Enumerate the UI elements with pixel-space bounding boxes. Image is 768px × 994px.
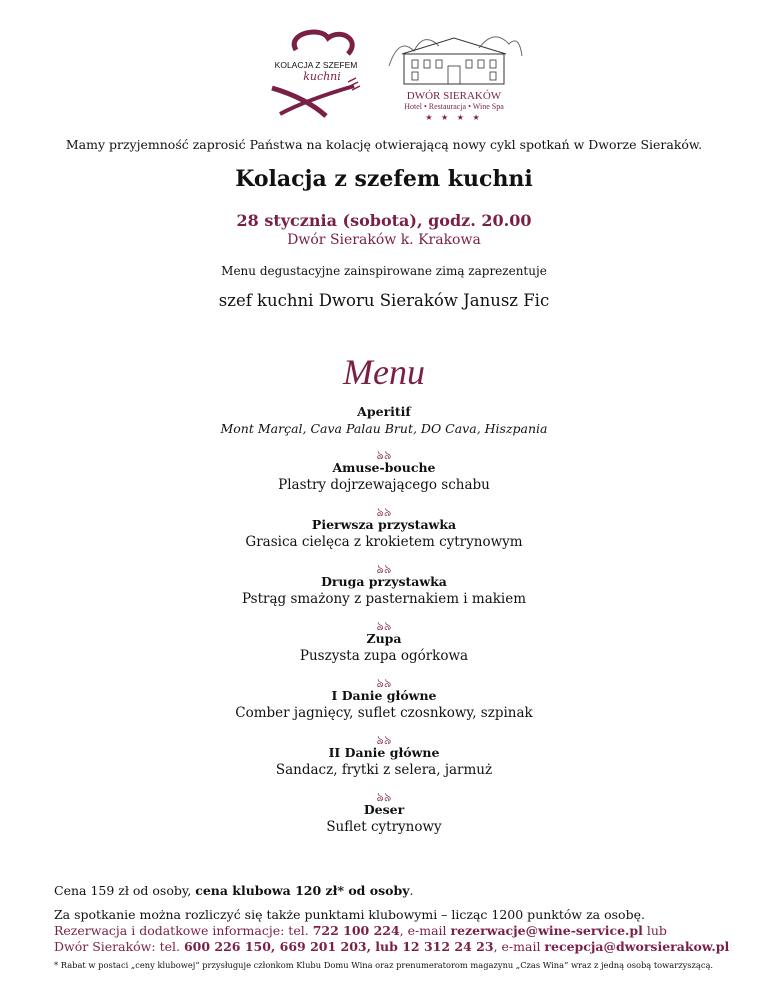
res-or: lub [642, 923, 667, 938]
course-dish: Pstrąg smażony z pasternakiem i makiem [241, 591, 527, 607]
course-aperitif [0, 404, 768, 436]
club-price: cena klubowa 120 zł* od osoby [195, 883, 410, 898]
course-amuse [0, 460, 768, 493]
header-logos [0, 26, 768, 126]
course-dish: Suflet cytrynowy [326, 819, 442, 835]
course-title: I Danie główne [331, 688, 437, 703]
intro-text: Mamy przyjemność zaprosić Państwa na kolację otwierającą nowy cykl spotkań w Dworze Sieraków. [65, 137, 703, 152]
course-dish: Comber jagnięcy, suflet czosnkowy, szpinak [235, 705, 533, 721]
course-dish: Puszysta zupa ogórkowa [299, 648, 469, 664]
dwor-logo [384, 26, 524, 121]
presenting-text: Menu degustacyjne zainspirowane zimą zaprezentuje [221, 264, 547, 278]
dwor-contact-line [54, 939, 734, 954]
course-title: II Danie główne [328, 745, 440, 760]
page-title: Kolacja z szefem kuchni [235, 166, 533, 192]
course-main2 [0, 745, 768, 778]
course-title: Amuse-bouche [332, 460, 436, 475]
footnote: * Rabat w postaci „ceny klubowej” przysługuje członkom Klubu Domu Wina oraz prenumeratorom magazynu „Czas Wina” wraz z jedną osobą towarzyszącą. [54, 960, 714, 970]
ornament-icon: ঌ৯ [376, 448, 392, 462]
points-line: Za spotkanie można rozliczyć się także punktami klubowymi – licząc 1200 punktów za osobę. [54, 907, 645, 922]
dw-phones[interactable]: 600 226 150, 669 201 203, lub 12 312 24 23 [183, 939, 494, 954]
course-dish: Sandacz, frytki z selera, jarmuż [275, 762, 493, 778]
course-dish: Plastry dojrzewającego schabu [278, 477, 490, 493]
dw-label: Dwór Sieraków: tel. [54, 939, 184, 954]
manor-house-icon [384, 26, 524, 88]
dwor-stars: ★ ★ ★ ★ [425, 113, 483, 122]
res-mail-label: , e-mail [399, 923, 451, 938]
logo-line2: kuchni [303, 70, 341, 83]
course-dessert [0, 802, 768, 835]
res-label: Rezerwacja i dodatkowe informacje: tel. [54, 923, 313, 938]
course-title: Zupa [366, 631, 402, 646]
logo-line1: KOLACJA Z SZEFEM [274, 60, 358, 70]
course-soup [0, 631, 768, 664]
ornament-icon: ঌ৯ [376, 505, 392, 519]
event-date: 28 stycznia (sobota), godz. 20.00 [236, 211, 532, 230]
ornament-icon: ঌ৯ [376, 619, 392, 633]
res-phone[interactable]: 722 100 224 [312, 923, 400, 938]
ornament-icon: ঌ৯ [376, 562, 392, 576]
course-title: Aperitif [357, 404, 411, 419]
course-main1 [0, 688, 768, 721]
course-title: Druga przystawka [321, 574, 447, 589]
course-starter1 [0, 517, 768, 550]
course-dish: Grasica cielęca z krokietem cytrynowym [245, 534, 523, 550]
course-dish: Mont Marçal, Cava Palau Brut, DO Cava, Hiszpania [220, 421, 548, 436]
course-title: Pierwsza przystawka [311, 517, 457, 532]
price-end: . [409, 883, 414, 898]
dw-mail-label: , e-mail [493, 939, 545, 954]
kolacja-logo [266, 28, 366, 118]
menu-heading: Menu [343, 352, 425, 392]
ornament-icon: ঌ৯ [376, 790, 392, 804]
res-email-link[interactable]: rezerwacje@wine-service.pl [450, 923, 643, 938]
ornament-icon: ঌ৯ [376, 676, 392, 690]
dw-email-link[interactable]: recepcja@dworsierakow.pl [544, 939, 730, 954]
ornament-icon: ঌ৯ [376, 733, 392, 747]
dwor-sub: Hotel • Restauracja • Wine Spa [404, 102, 504, 111]
course-title: Deser [363, 802, 405, 817]
chef-name: szef kuchni Dworu Sieraków Janusz Fic [218, 291, 550, 310]
price-line [54, 883, 734, 898]
price-text: Cena 159 zł od osoby, [54, 883, 196, 898]
dwor-name: DWÓR SIERAKÓW [406, 90, 502, 102]
course-starter2 [0, 574, 768, 607]
event-place: Dwór Sieraków k. Krakowa [287, 232, 481, 248]
reservation-line [54, 923, 734, 938]
